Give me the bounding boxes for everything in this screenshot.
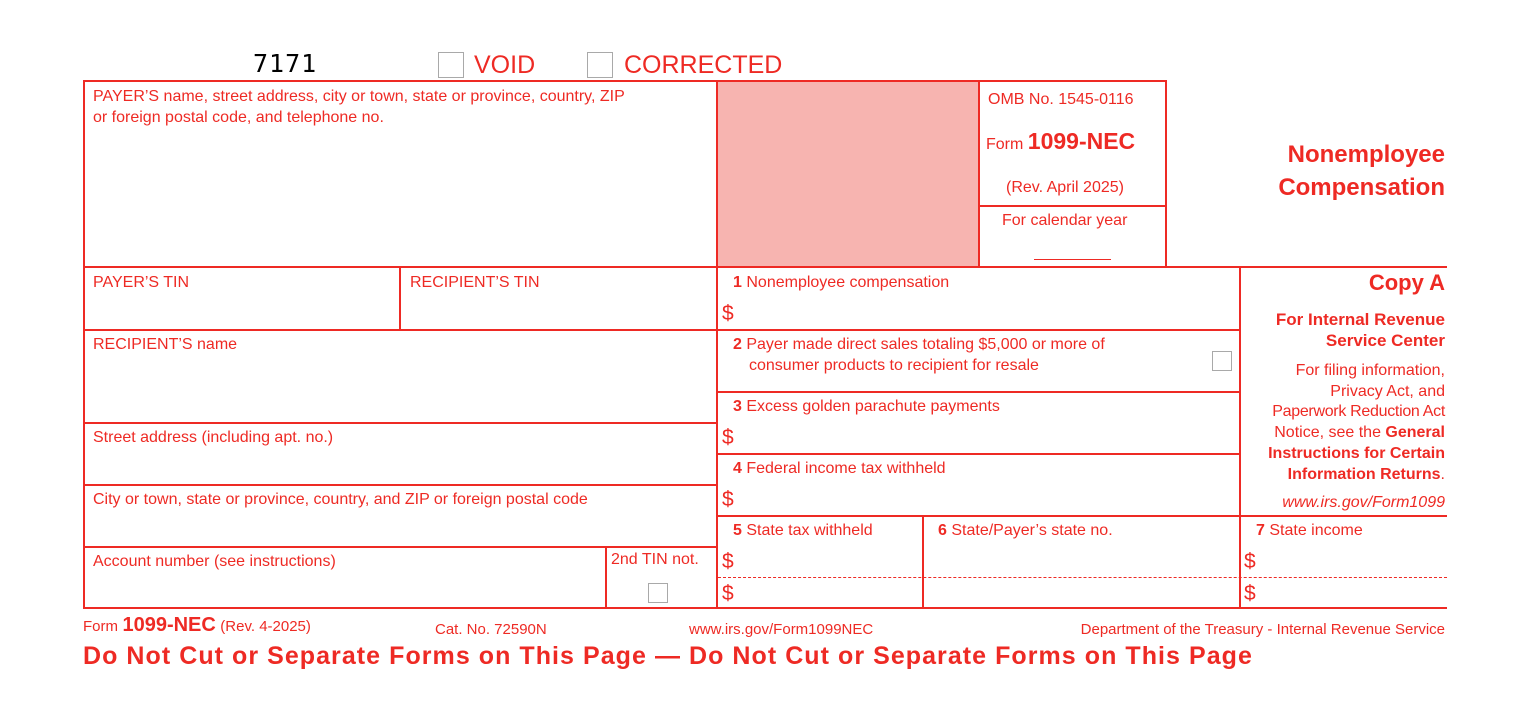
copy-info-2: Privacy Act, and <box>1330 383 1445 400</box>
footer-warning: Do Not Cut or Separate Forms on This Page — Do Not Cut or Separate Forms on This Page <box>83 642 1253 670</box>
city-label: City or town, state or province, country, and ZIP or foreign postal code <box>93 491 588 508</box>
box3-number: 3 <box>733 398 742 415</box>
box1-label <box>733 273 949 293</box>
footer-form-id: 1099-NEC <box>122 614 216 636</box>
box1-number: 1 <box>733 274 742 291</box>
box7-text: State income <box>1269 522 1363 539</box>
box6-number: 6 <box>938 522 947 539</box>
box7-number: 7 <box>1256 522 1265 539</box>
account-number-label: Account number (see instructions) <box>93 553 336 570</box>
copy-info-4b: General <box>1385 424 1445 441</box>
corrected-label: CORRECTED <box>624 51 783 79</box>
box6-text: State/Payer’s state no. <box>951 522 1113 539</box>
corrected-checkbox[interactable] <box>587 52 613 78</box>
box1-text: Nonemployee compensation <box>746 274 950 291</box>
recipient-tin-label: RECIPIENT’S TIN <box>410 274 540 291</box>
copy-title: Copy A <box>1368 270 1445 295</box>
rule-mid <box>716 80 718 609</box>
rule-omb-right <box>1165 80 1167 268</box>
rule-state-dashed <box>718 577 1447 578</box>
rule-2ndtin <box>605 546 607 609</box>
omb-number: OMB No. 1545-0116 <box>988 91 1134 108</box>
second-tin-checkbox[interactable] <box>648 583 668 603</box>
form-title-line1: Nonemployee <box>1287 141 1445 168</box>
copy-info-6-end: . <box>1440 466 1445 483</box>
footer-url[interactable]: www.irs.gov/Form1099NEC <box>689 621 874 638</box>
box4-label <box>733 459 946 479</box>
shaded-area <box>718 82 979 267</box>
footer-form <box>83 614 311 637</box>
rule-row-city <box>83 484 718 486</box>
copy-for-2: Service Center <box>1325 331 1445 350</box>
copy-info-4a: Notice, see the <box>1274 424 1386 441</box>
box3-dollar: $ <box>722 426 734 449</box>
calendar-year-label: For calendar year <box>1002 212 1128 229</box>
second-tin-label: 2nd TIN not. <box>611 551 699 568</box>
form-word: Form <box>986 136 1024 153</box>
payer-tin-label: PAYER’S TIN <box>93 274 190 291</box>
box2-number: 2 <box>733 336 742 353</box>
footer-form-word: Form <box>83 618 118 635</box>
box2-label-2: consumer products to recipient for resale <box>749 357 1039 374</box>
box4-text: Federal income tax withheld <box>746 460 946 477</box>
box3-text: Excess golden parachute payments <box>746 398 1000 415</box>
form-title-line2: Compensation <box>1278 174 1445 201</box>
rule-row-street <box>83 422 718 424</box>
box3-label <box>733 397 1000 417</box>
void-checkbox[interactable] <box>438 52 464 78</box>
box5-number: 5 <box>733 522 742 539</box>
box4-dollar: $ <box>722 488 734 511</box>
rule-top <box>83 80 1167 82</box>
footer-rev: (Rev. 4-2025) <box>220 618 311 635</box>
copy-info-4 <box>1274 423 1445 443</box>
box7-dollar-2: $ <box>1244 582 1256 605</box>
box5-text: State tax withheld <box>746 522 873 539</box>
rule-left <box>83 80 85 609</box>
copy-info-5: Instructions for Certain <box>1268 445 1445 462</box>
rule-row-5 <box>718 515 1447 517</box>
box5-dollar-2: $ <box>722 582 734 605</box>
rule-5-6 <box>922 515 924 609</box>
rule-year-top <box>979 205 1167 207</box>
copy-url[interactable]: www.irs.gov/Form1099 <box>1282 494 1445 511</box>
box6-label <box>938 521 1113 541</box>
copy-info-6 <box>1288 465 1445 485</box>
rule-bottom <box>83 607 1447 609</box>
recipient-name-label: RECIPIENT’S name <box>93 336 238 353</box>
payer-info-label-1: PAYER’S name, street address, city or town, state or province, country, ZIP <box>93 88 625 105</box>
footer-dept: Department of the Treasury - Internal Revenue Service <box>1080 621 1445 638</box>
rule-copy-left <box>1239 266 1241 609</box>
box7-dollar-1: $ <box>1244 550 1256 573</box>
void-label: VOID <box>474 51 536 79</box>
box2-label-1 <box>733 335 1105 355</box>
copy-for-1: For Internal Revenue <box>1275 310 1445 329</box>
form-code: 7171 <box>253 49 318 78</box>
form-id-block <box>986 128 1135 155</box>
box2-text-1: Payer made direct sales totaling $5,000 or more of <box>746 336 1105 353</box>
box1-dollar: $ <box>722 302 734 325</box>
copy-info-3: Paperwork Reduction Act <box>1272 403 1445 420</box>
box7-label <box>1256 521 1363 541</box>
rule-omb-left <box>978 80 980 268</box>
rule-row-4 <box>718 453 1240 455</box>
box5-dollar-1: $ <box>722 550 734 573</box>
box5-label <box>733 521 873 541</box>
copy-info-6-text: Information Returns <box>1287 466 1441 483</box>
form-id: 1099-NEC <box>1027 128 1136 154</box>
street-address-label: Street address (including apt. no.) <box>93 429 334 446</box>
copy-info-1: For filing information, <box>1295 362 1445 379</box>
calendar-year-blank[interactable] <box>1034 259 1111 260</box>
form-revision: (Rev. April 2025) <box>1006 179 1124 196</box>
rule-row-tin <box>83 266 1447 268</box>
rule-row-name <box>83 329 1240 331</box>
box4-number: 4 <box>733 460 742 477</box>
footer-cat: Cat. No. 72590N <box>435 621 547 638</box>
rule-tin-split <box>399 266 401 331</box>
payer-info-label-2: or foreign postal code, and telephone no. <box>93 109 384 126</box>
box2-checkbox[interactable] <box>1212 351 1232 371</box>
rule-row-3 <box>718 391 1240 393</box>
rule-row-account <box>83 546 718 548</box>
